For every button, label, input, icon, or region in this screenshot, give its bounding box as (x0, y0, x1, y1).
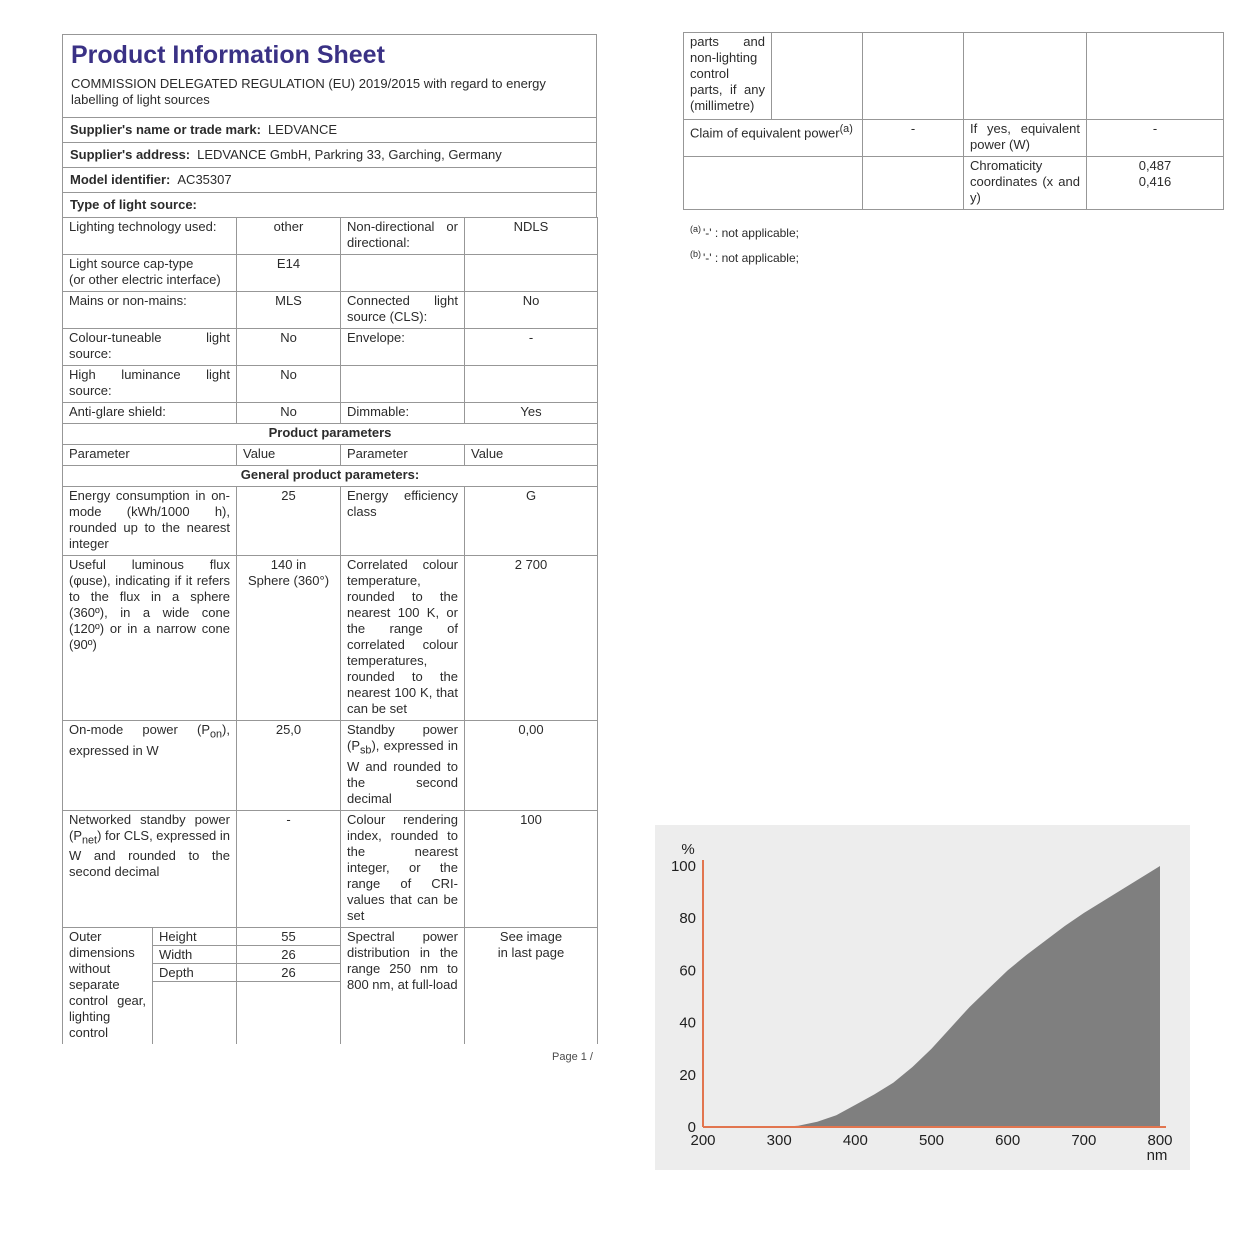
value-cell: 0,00 (465, 721, 598, 811)
model-identifier-row (62, 167, 597, 193)
dimension-value: 26 (237, 946, 340, 964)
table-row (63, 366, 598, 403)
product-parameters-header: Product parameters (63, 424, 598, 445)
value-cell: - (1087, 120, 1224, 157)
param-cell: If yes, equivalent power (W) (964, 120, 1087, 157)
table-row (63, 218, 598, 255)
param-cell: Connected light source (CLS): (341, 292, 465, 329)
column-header: Parameter (63, 445, 237, 466)
value-cell: - (237, 810, 341, 927)
param-cell: Envelope: (341, 329, 465, 366)
table-row (684, 120, 1224, 157)
footnote-text: '-' : not applicable; (703, 251, 799, 265)
footnote (690, 244, 1223, 269)
value-cell: 2 700 (465, 556, 598, 721)
value-cell: 25,0 (237, 721, 341, 811)
dimension-value: 55 (237, 928, 340, 946)
y-tick-label: 60 (679, 962, 696, 980)
value-cell: Yes (465, 403, 598, 424)
y-tick-label: 80 (679, 910, 696, 928)
param-cell: High luminance light source: (63, 366, 237, 403)
param-cell: On-mode power $(P_{on})$, expressed in W (63, 721, 237, 811)
param-cell: Colour rendering index, rounded to the nearest integer, or the range of CRI-values that can be set (341, 810, 465, 927)
value-cell: See image in last page (465, 927, 598, 1044)
column-header: Parameter (341, 445, 465, 466)
value-cell: No (237, 329, 341, 366)
model-identifier-value: AC35307 (177, 172, 232, 187)
table-row (684, 33, 1224, 120)
empty-cell (1087, 33, 1224, 120)
outer-dimensions-table (62, 927, 598, 1044)
x-tick-label: 500 (918, 1132, 945, 1149)
product-info-sheet (62, 35, 597, 1063)
param-cell (684, 157, 863, 210)
spacer (153, 982, 236, 995)
supplier-name-row (62, 117, 597, 143)
value-cell: MLS (237, 292, 341, 329)
general-parameters-header: General product parameters: (63, 466, 598, 487)
footnote (690, 219, 1223, 244)
value-cell: No (237, 366, 341, 403)
param-cell: Chromaticity coordinates (x and y) (964, 157, 1087, 210)
param-cell: Standby power $(P_{sb})$, expressed in W and rounded to the second decimal (341, 721, 465, 811)
table-row (63, 556, 598, 721)
table-row (63, 403, 598, 424)
table-row (63, 927, 598, 1044)
value-cell: G (465, 487, 598, 556)
empty-cell (964, 33, 1087, 120)
value-cell: 0,487 0,416 (1087, 157, 1224, 210)
param-cell: Energy consumption in on-mode (kWh/1000 h), rounded up to the nearest integer (63, 487, 237, 556)
param-cell (341, 366, 465, 403)
page-number: Page 1 / (552, 1050, 593, 1063)
value-cell: - (465, 329, 598, 366)
spectral-power-distribution-chart (655, 825, 1190, 1170)
param-cell: Anti-glare shield: (63, 403, 237, 424)
value-cell: NDLS (465, 218, 598, 255)
param-cell: Light source cap-type (or other electric interface) (63, 255, 237, 292)
x-tick-label: 200 (690, 1132, 716, 1149)
value-cell (465, 255, 598, 292)
value-cell: 140 in Sphere (360°) (237, 556, 341, 721)
table-row (63, 424, 598, 445)
dimension-label: Depth (153, 964, 236, 982)
model-identifier-label: Model identifier: (70, 172, 171, 187)
type-of-light-source-row (62, 192, 597, 218)
table-row (63, 810, 598, 927)
type-of-light-source-label: Type of light source: (70, 197, 197, 212)
dimension-labels-cell (153, 927, 237, 1044)
footnote-text: '-' : not applicable; (703, 226, 799, 240)
dimension-label: Width (153, 946, 236, 964)
value-cell (863, 157, 964, 210)
x-tick-label: 600 (995, 1132, 1021, 1149)
param-cell: Non-directional or directional: (341, 218, 465, 255)
param-cell: Spectral power distribution in the range 250 nm to 800 nm, at full-load (341, 927, 465, 1044)
spacer (237, 982, 340, 995)
param-cell (341, 255, 465, 292)
value-cell: No (237, 403, 341, 424)
value-cell (465, 366, 598, 403)
y-tick-label: 40 (679, 1014, 696, 1032)
value-cell: other (237, 218, 341, 255)
empty-cell (863, 33, 964, 120)
param-cell: Lighting technology used: (63, 218, 237, 255)
param-cell: Outer dimensions without separate control gear, lighting control (63, 927, 153, 1044)
param-cell: Claim of equivalent power$^{(a)}$ (684, 120, 863, 157)
value-cell: E14 (237, 255, 341, 292)
table-row (63, 329, 598, 366)
y-tick-label: 20 (679, 1066, 696, 1084)
x-axis-unit-label: nm (1146, 1147, 1168, 1164)
value-cell: No (465, 292, 598, 329)
chart-canvas (655, 825, 1190, 1170)
table-row (63, 487, 598, 556)
param-cell: Networked standby power $(P_{net})$ for CLS, expressed in W and rounded to the second decimal (63, 810, 237, 927)
footnote-mark: (b) (690, 249, 701, 259)
type-of-light-source-table (62, 217, 598, 424)
table-row (63, 445, 598, 466)
x-tick-label: 400 (842, 1132, 868, 1149)
product-parameters-table (62, 423, 598, 928)
y-tick-label: 100 (670, 858, 696, 875)
supplier-address-label: Supplier's address: (70, 147, 191, 162)
table-row (63, 721, 598, 811)
continuation-table (683, 32, 1224, 210)
table-row (63, 466, 598, 487)
x-tick-label: 700 (1071, 1132, 1097, 1149)
value-cell: 25 (237, 487, 341, 556)
y-axis-unit-label: % (681, 841, 695, 858)
param-cell: Dimmable: (341, 403, 465, 424)
y-tick-label: 0 (687, 1119, 696, 1136)
dimension-value: 26 (237, 964, 340, 982)
table-row (684, 157, 1224, 210)
area-series (741, 866, 1160, 1127)
page-title: Product Information Sheet (71, 41, 385, 69)
column-header: Value (465, 445, 598, 466)
param-cell: Useful luminous flux (φuse), indicating if it refers to the flux in a sphere (360º), in a wide cone (120º) or in a narrow cone (90º) (63, 556, 237, 721)
x-tick-label: 300 (766, 1132, 792, 1149)
param-cell: Energy efficiency class (341, 487, 465, 556)
param-cell: Mains or non-mains: (63, 292, 237, 329)
supplier-address-row (62, 142, 597, 168)
column-header: Value (237, 445, 341, 466)
title-block (62, 34, 597, 118)
supplier-name-label: Supplier's name or trade mark: (70, 122, 261, 137)
supplier-address-value: LEDVANCE GmbH, Parkring 33, Garching, Germany (197, 147, 502, 162)
dimension-label: Height (153, 928, 236, 946)
dimension-values-cell (237, 927, 341, 1044)
param-cell: Colour-tuneable light source: (63, 329, 237, 366)
empty-cell (772, 33, 863, 120)
param-cell: parts and non-lighting control parts, if any (millimetre) (684, 33, 772, 120)
x-tick-label: 800 (1147, 1132, 1173, 1149)
footnote-mark: (a) (690, 224, 701, 234)
table-row (63, 292, 598, 329)
doc-subtitle: COMMISSION DELEGATED REGULATION (EU) 2019/2015 with regard to energy labelling of light sources (71, 76, 546, 107)
param-cell: Correlated colour temperature, rounded to the nearest 100 K, or the range of correlated colour temperatures, rounded to the nearest 100 K, that can be set (341, 556, 465, 721)
value-cell: - (863, 120, 964, 157)
continuation-region (683, 33, 1223, 269)
value-cell: 100 (465, 810, 598, 927)
footnotes (683, 219, 1223, 269)
supplier-name-value: LEDVANCE (267, 122, 338, 137)
table-row (63, 255, 598, 292)
